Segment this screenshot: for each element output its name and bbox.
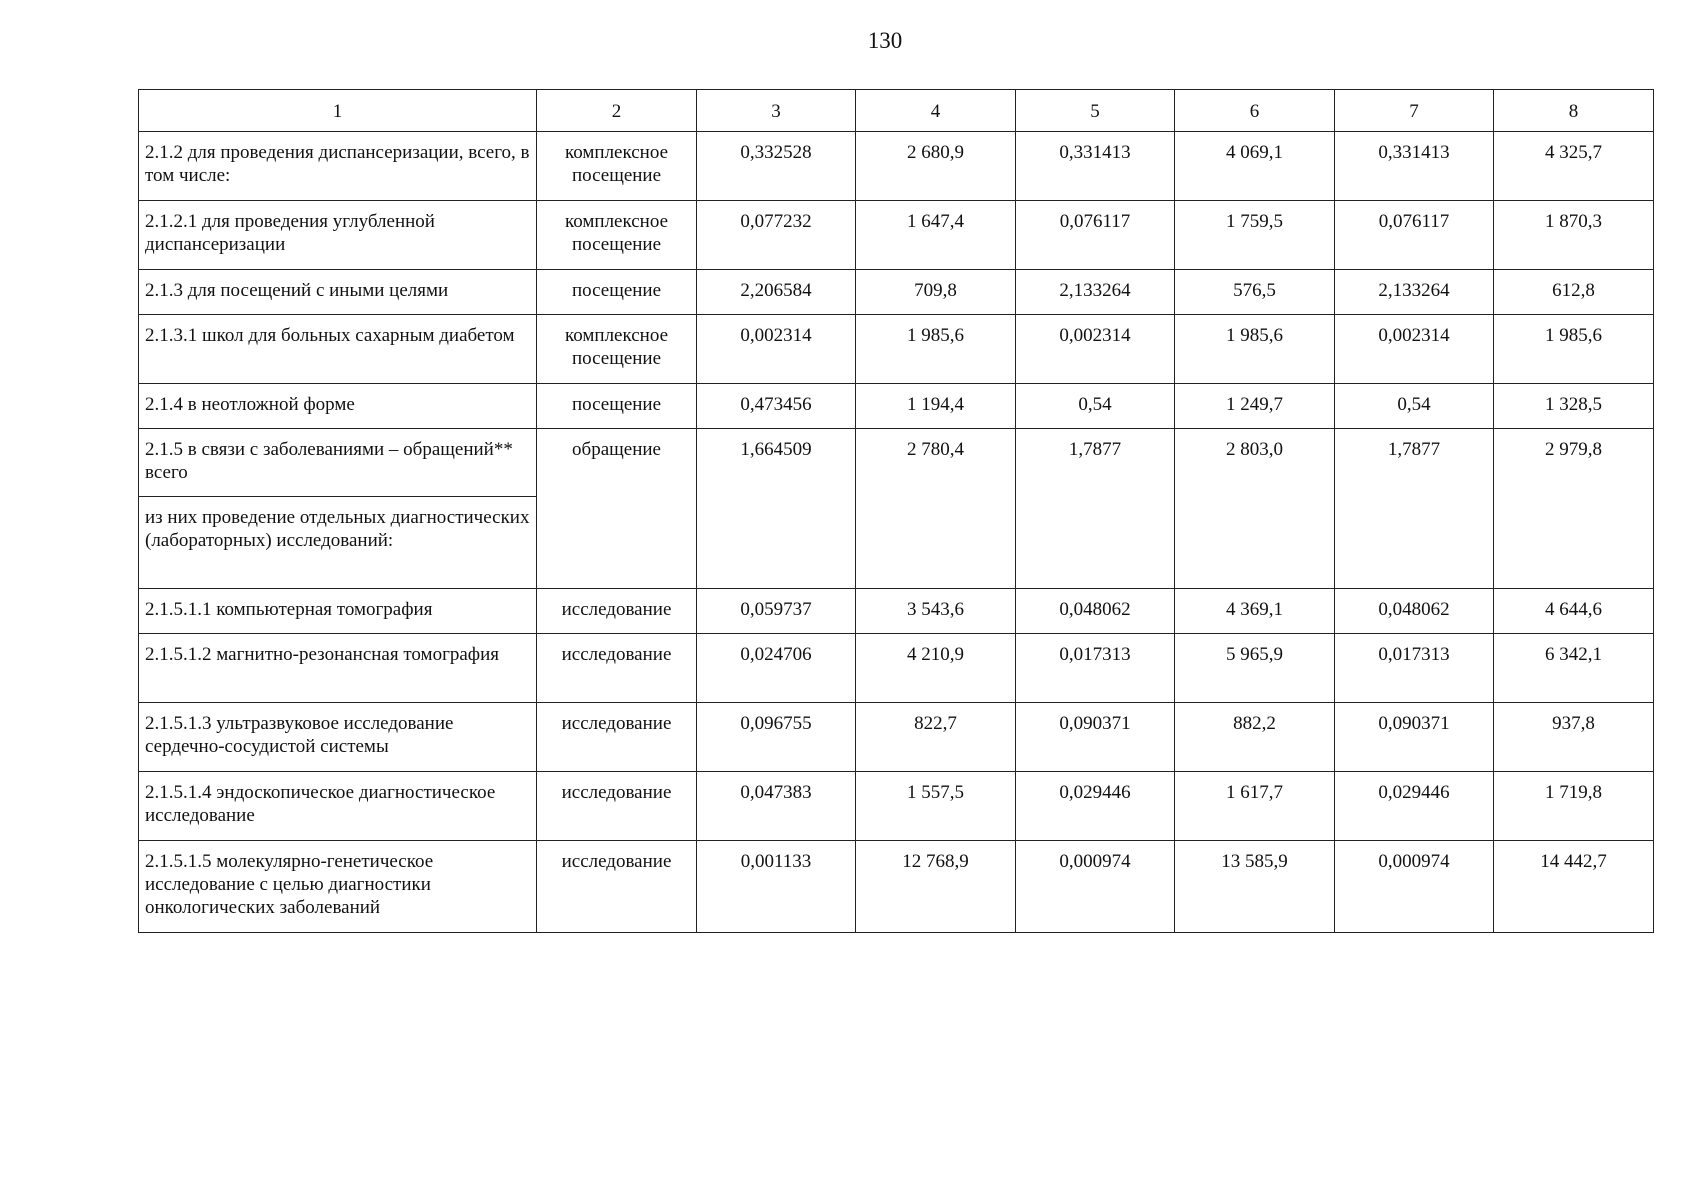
row-unit: комплексное посещение — [537, 315, 697, 384]
cell-value: 0,076117 — [1016, 201, 1175, 270]
table-row — [139, 429, 1654, 497]
cell-value: 4 325,7 — [1494, 132, 1654, 201]
cell-value: 0,002314 — [697, 315, 856, 384]
cell-value: 0,029446 — [1016, 772, 1175, 841]
cell-value: 1 870,3 — [1494, 201, 1654, 270]
cell-value: 4 644,6 — [1494, 589, 1654, 634]
row-unit: комплексное посещение — [537, 132, 697, 201]
cell-value: 0,090371 — [1016, 703, 1175, 772]
cell-value: 12 768,9 — [856, 841, 1016, 933]
cell-value: 4 210,9 — [856, 634, 1016, 703]
cell-value: 0,332528 — [697, 132, 856, 201]
cell-value: 0,017313 — [1335, 634, 1494, 703]
cell-value: 2 780,4 — [856, 429, 1016, 589]
cell-value: 4 069,1 — [1175, 132, 1335, 201]
table-row — [139, 772, 1654, 841]
row-sub-name: из них проведение отдельных диагностических (лабораторных) исследований: — [139, 497, 537, 589]
row-name: 2.1.5.1.4 эндоскопическое диагностическое исследование — [139, 772, 537, 841]
table-row — [139, 703, 1654, 772]
cell-value: 1 647,4 — [856, 201, 1016, 270]
cell-value: 4 369,1 — [1175, 589, 1335, 634]
row-unit: комплексное посещение — [537, 201, 697, 270]
cell-value: 0,331413 — [1016, 132, 1175, 201]
page-number: 130 — [867, 28, 903, 53]
cell-value: 1 194,4 — [856, 384, 1016, 429]
table-row — [139, 841, 1654, 933]
cell-value: 1 328,5 — [1494, 384, 1654, 429]
cell-value: 882,2 — [1175, 703, 1335, 772]
cell-value: 612,8 — [1494, 270, 1654, 315]
cell-value: 0,077232 — [697, 201, 856, 270]
cell-value: 0,048062 — [1335, 589, 1494, 634]
row-unit: посещение — [537, 384, 697, 429]
cell-value: 937,8 — [1494, 703, 1654, 772]
cell-value: 1,7877 — [1016, 429, 1175, 589]
row-unit: исследование — [537, 841, 697, 933]
cell-value: 1,664509 — [697, 429, 856, 589]
header-cell: 6 — [1175, 90, 1335, 132]
row-name: 2.1.2.1 для проведения углубленной диспансеризации — [139, 201, 537, 270]
row-name: 2.1.5.1.2 магнитно-резонансная томография — [139, 634, 537, 703]
row-name: 2.1.5 в связи с заболеваниями – обращений** всего — [139, 429, 537, 497]
cell-value: 0,096755 — [697, 703, 856, 772]
header-cell: 1 — [139, 90, 537, 132]
cell-value: 0,017313 — [1016, 634, 1175, 703]
cell-value: 3 543,6 — [856, 589, 1016, 634]
cell-value: 1 985,6 — [856, 315, 1016, 384]
cell-value: 0,001133 — [697, 841, 856, 933]
cell-value: 0,059737 — [697, 589, 856, 634]
cell-value: 2 803,0 — [1175, 429, 1335, 589]
cell-value: 0,024706 — [697, 634, 856, 703]
cell-value: 14 442,7 — [1494, 841, 1654, 933]
row-unit: исследование — [537, 772, 697, 841]
table-row — [139, 132, 1654, 201]
cell-value: 1 249,7 — [1175, 384, 1335, 429]
cell-value: 1 557,5 — [856, 772, 1016, 841]
cell-value: 1 617,7 — [1175, 772, 1335, 841]
header-cell: 8 — [1494, 90, 1654, 132]
row-name: 2.1.5.1.3 ультразвуковое исследование сердечно-сосудистой системы — [139, 703, 537, 772]
table-row — [139, 634, 1654, 703]
table-row — [139, 384, 1654, 429]
row-unit: исследование — [537, 589, 697, 634]
cell-value: 0,090371 — [1335, 703, 1494, 772]
cell-value: 13 585,9 — [1175, 841, 1335, 933]
row-unit: обращение — [537, 429, 697, 589]
cell-value: 709,8 — [856, 270, 1016, 315]
cell-value: 6 342,1 — [1494, 634, 1654, 703]
header-cell: 4 — [856, 90, 1016, 132]
cell-value: 0,076117 — [1335, 201, 1494, 270]
cell-value: 1 719,8 — [1494, 772, 1654, 841]
cell-value: 2,206584 — [697, 270, 856, 315]
cell-value: 1,7877 — [1335, 429, 1494, 589]
cell-value: 0,002314 — [1335, 315, 1494, 384]
cell-value: 1 985,6 — [1494, 315, 1654, 384]
cell-value: 0,029446 — [1335, 772, 1494, 841]
row-name: 2.1.3.1 школ для больных сахарным диабетом — [139, 315, 537, 384]
cell-value: 2 680,9 — [856, 132, 1016, 201]
header-row — [139, 90, 1654, 132]
cell-value: 576,5 — [1175, 270, 1335, 315]
row-name: 2.1.5.1.1 компьютерная томография — [139, 589, 537, 634]
row-name: 2.1.5.1.5 молекулярно-генетическое исследование с целью диагностики онкологических заболеваний — [139, 841, 537, 933]
cell-value: 0,473456 — [697, 384, 856, 429]
cell-value: 2,133264 — [1016, 270, 1175, 315]
cell-value: 0,54 — [1016, 384, 1175, 429]
row-name: 2.1.4 в неотложной форме — [139, 384, 537, 429]
cell-value: 2,133264 — [1335, 270, 1494, 315]
row-unit: исследование — [537, 634, 697, 703]
cell-value: 0,047383 — [697, 772, 856, 841]
row-name: 2.1.2 для проведения диспансеризации, всего, в том числе: — [139, 132, 537, 201]
cell-value: 0,54 — [1335, 384, 1494, 429]
cell-value: 0,331413 — [1335, 132, 1494, 201]
header-cell: 2 — [537, 90, 697, 132]
data-table — [138, 89, 1654, 933]
header-cell: 7 — [1335, 90, 1494, 132]
cell-value: 0,002314 — [1016, 315, 1175, 384]
table-row — [139, 589, 1654, 634]
cell-value: 0,000974 — [1016, 841, 1175, 933]
cell-value: 0,048062 — [1016, 589, 1175, 634]
table-row — [139, 270, 1654, 315]
cell-value: 1 985,6 — [1175, 315, 1335, 384]
header-cell: 3 — [697, 90, 856, 132]
table-row — [139, 201, 1654, 270]
cell-value: 1 759,5 — [1175, 201, 1335, 270]
cell-value: 822,7 — [856, 703, 1016, 772]
table-row — [139, 315, 1654, 384]
cell-value: 0,000974 — [1335, 841, 1494, 933]
row-name: 2.1.3 для посещений с иными целями — [139, 270, 537, 315]
row-unit: исследование — [537, 703, 697, 772]
row-unit: посещение — [537, 270, 697, 315]
cell-value: 2 979,8 — [1494, 429, 1654, 589]
cell-value: 5 965,9 — [1175, 634, 1335, 703]
header-cell: 5 — [1016, 90, 1175, 132]
